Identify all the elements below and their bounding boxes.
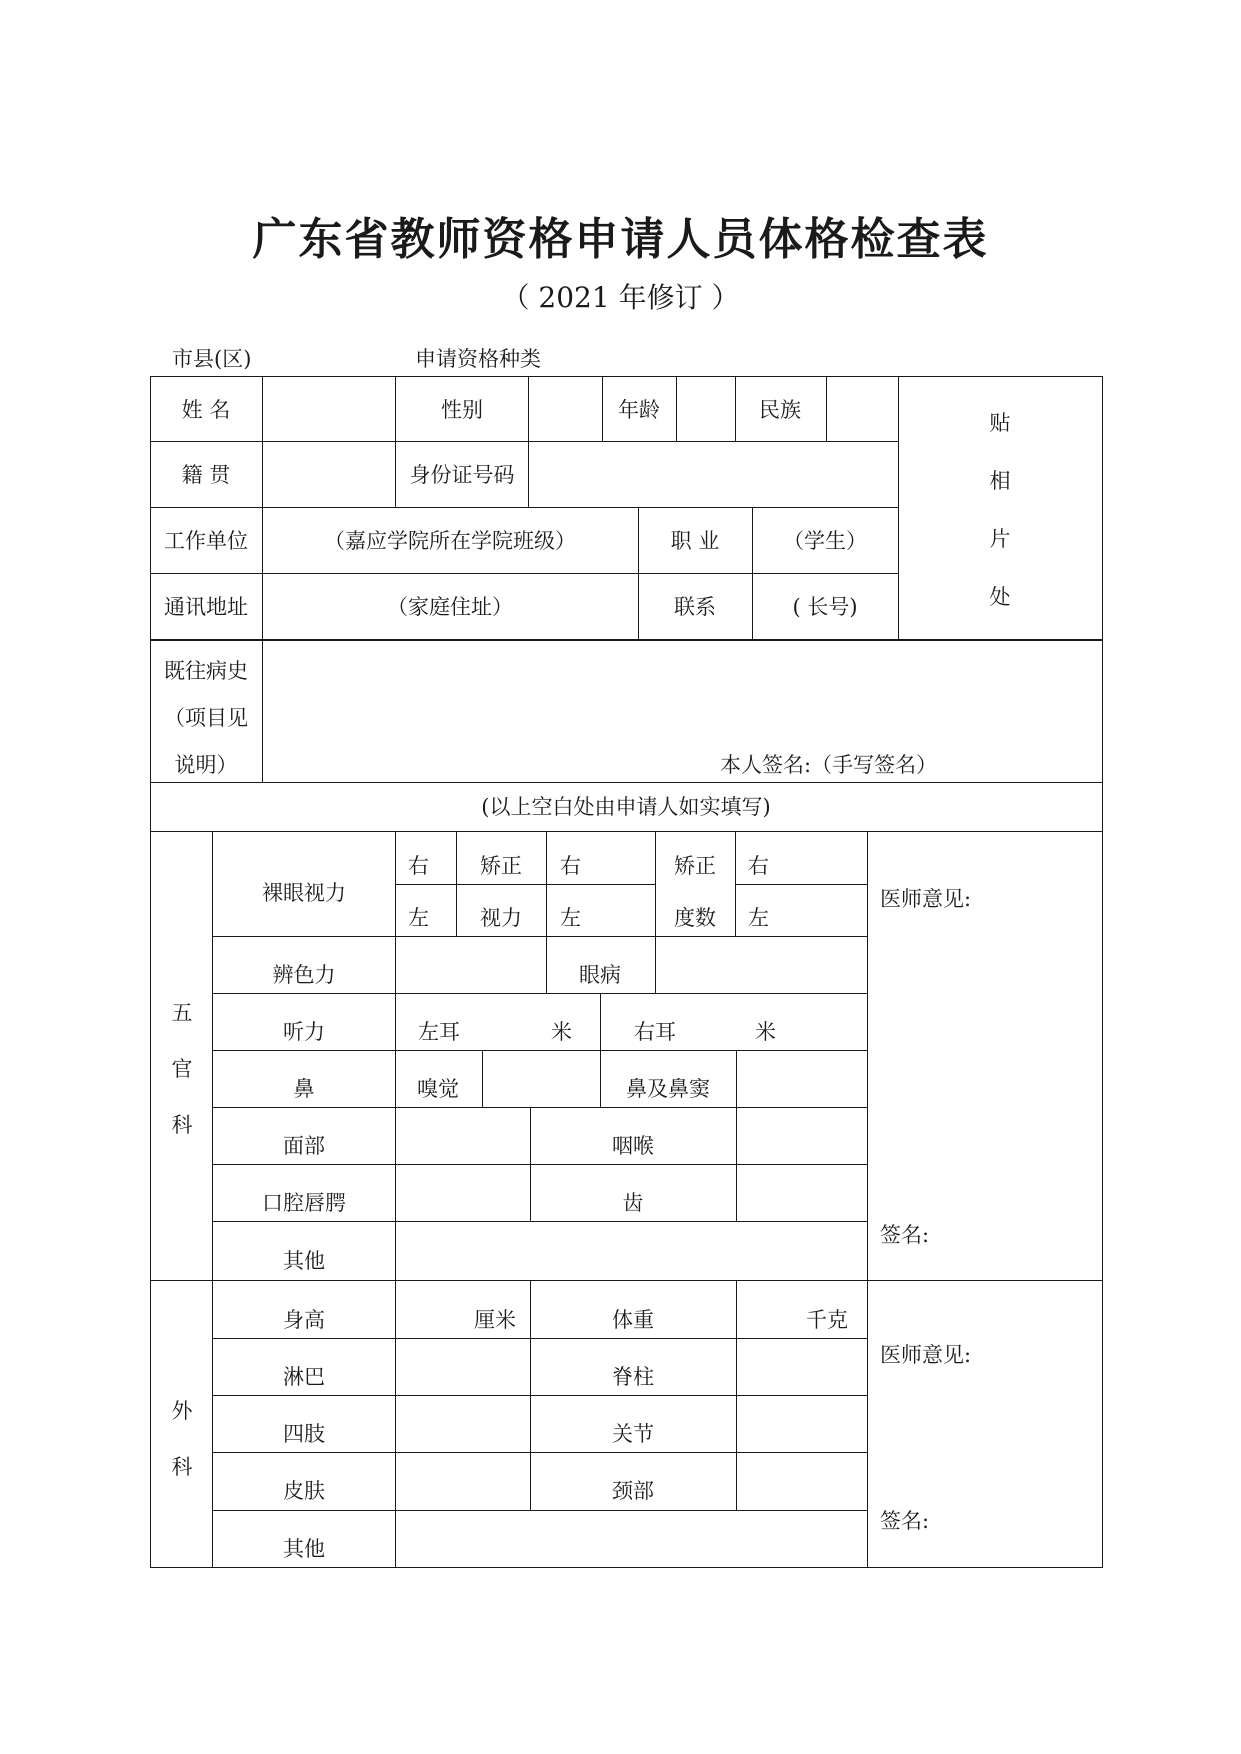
ent-section-label: 官 xyxy=(171,1057,193,1081)
grid-line xyxy=(212,1338,867,1339)
neck-label: 颈部 xyxy=(612,1479,654,1503)
ent-other-label: 其他 xyxy=(283,1249,325,1273)
sinus-field[interactable] xyxy=(738,1052,866,1106)
grid-line xyxy=(212,936,867,937)
name-field[interactable] xyxy=(264,378,394,440)
left-ear-label: 左耳 xyxy=(418,1020,460,1044)
grid-line xyxy=(600,1050,601,1107)
corrected-degree-label: 矫正 xyxy=(674,854,716,878)
age-field[interactable] xyxy=(678,378,734,440)
right-ear-label: 右耳 xyxy=(634,1020,676,1044)
grid-line xyxy=(150,782,1103,783)
spine-field[interactable] xyxy=(738,1340,866,1394)
ent-section-label: 五 xyxy=(171,1001,193,1025)
grid-line xyxy=(212,1221,867,1222)
naked-vision-right-label: 右 xyxy=(408,854,429,878)
grid-line xyxy=(735,376,736,441)
grid-line xyxy=(150,639,1103,641)
naked-vision-left-label: 左 xyxy=(408,906,429,930)
grid-line xyxy=(655,936,656,993)
surgery-section-label: 外 xyxy=(171,1399,193,1423)
photo-char: 贴 xyxy=(989,411,1011,435)
grid-line xyxy=(736,1280,737,1510)
joints-label: 关节 xyxy=(612,1422,654,1446)
grid-line xyxy=(212,1510,867,1511)
photo-char: 相 xyxy=(989,469,1011,493)
medical-history-field[interactable] xyxy=(264,642,1102,781)
skin-field[interactable] xyxy=(397,1454,529,1509)
medical-history-label: 说明） xyxy=(174,753,238,777)
grid-line xyxy=(736,1050,737,1107)
corrected-vision-left-label: 左 xyxy=(560,906,581,930)
grid-line xyxy=(528,376,529,507)
eye-disease-label: 眼病 xyxy=(579,963,621,987)
hearing-label: 听力 xyxy=(283,1020,325,1044)
grid-line xyxy=(736,1107,737,1221)
grid-line xyxy=(530,1107,531,1221)
name-label: 姓 名 xyxy=(181,398,231,422)
teeth-field[interactable] xyxy=(738,1166,866,1220)
left-ear-unit: 米 xyxy=(551,1020,572,1044)
grid-line xyxy=(150,1280,1103,1281)
grid-line xyxy=(212,831,213,1568)
height-label: 身高 xyxy=(283,1308,325,1332)
nose-label: 鼻 xyxy=(293,1077,315,1101)
grid-line xyxy=(867,831,868,1568)
photo-char: 处 xyxy=(989,585,1011,609)
sinus-label: 鼻及鼻窦 xyxy=(626,1077,710,1101)
contact-field[interactable]: ( 长号) xyxy=(792,595,858,619)
throat-label: 咽喉 xyxy=(612,1134,654,1158)
skin-label: 皮肤 xyxy=(283,1479,325,1503)
native-place-field[interactable] xyxy=(264,443,394,506)
grid-line xyxy=(898,376,899,640)
photo-char: 片 xyxy=(989,527,1011,551)
surgery-other-label: 其他 xyxy=(283,1537,325,1561)
grid-line xyxy=(735,884,867,885)
corrected-degree-left-label: 左 xyxy=(748,906,769,930)
grid-line xyxy=(638,507,639,639)
grid-line xyxy=(602,376,603,441)
spine-label: 脊柱 xyxy=(612,1365,654,1389)
medical-history-label: 既往病史 xyxy=(164,659,248,683)
grid-line xyxy=(546,936,547,993)
height-unit: 厘米 xyxy=(474,1308,516,1332)
height-field[interactable] xyxy=(397,1282,477,1337)
grid-line xyxy=(456,831,457,936)
lymph-field[interactable] xyxy=(397,1340,529,1394)
corrected-degree-right-label: 右 xyxy=(748,854,769,878)
grid-line xyxy=(546,831,547,936)
work-unit-field[interactable]: （嘉应学院所在学院班级） xyxy=(324,529,576,553)
form-subtitle: （ 2021 年修订 ） xyxy=(501,281,740,314)
qualification-type-label: 申请资格种类 xyxy=(415,347,541,371)
id-number-field[interactable] xyxy=(530,443,897,506)
grid-line xyxy=(212,1107,867,1108)
grid-line xyxy=(212,1395,867,1396)
ent-doctor-signature-label: 签名: xyxy=(880,1223,930,1247)
neck-field[interactable] xyxy=(738,1454,866,1509)
grid-line xyxy=(600,993,601,1050)
form-title: 广东省教师资格申请人员体格检查表 xyxy=(252,214,989,265)
contact-label: 联系 xyxy=(674,595,716,619)
grid-line xyxy=(212,1452,867,1453)
face-field[interactable] xyxy=(397,1109,529,1163)
ethnicity-label: 民族 xyxy=(759,398,801,422)
color-vision-field[interactable] xyxy=(397,938,545,992)
oral-field[interactable] xyxy=(397,1166,529,1220)
address-field[interactable]: （家庭住址） xyxy=(387,595,513,619)
grid-line xyxy=(655,831,656,936)
grid-line xyxy=(752,507,753,639)
gender-label: 性别 xyxy=(441,398,483,422)
applicant-note: (以上空白处由申请人如实填写) xyxy=(481,795,771,819)
applicant-signature-label: 本人签名:（手写签名） xyxy=(720,753,938,777)
gender-field[interactable] xyxy=(530,378,601,440)
weight-field[interactable] xyxy=(738,1282,804,1337)
weight-unit: 千克 xyxy=(806,1308,848,1332)
age-label: 年龄 xyxy=(618,398,660,422)
id-number-label: 身份证号码 xyxy=(409,463,515,487)
surgery-doctor-signature-label: 签名: xyxy=(880,1509,930,1533)
throat-field[interactable] xyxy=(738,1109,866,1163)
grid-line xyxy=(826,376,827,441)
color-vision-label: 辨色力 xyxy=(272,963,336,987)
ent-section-label: 科 xyxy=(171,1113,193,1137)
corrected-vision-label: 视力 xyxy=(480,906,522,930)
joints-field[interactable] xyxy=(738,1397,866,1451)
grid-line xyxy=(395,884,655,885)
teeth-label: 齿 xyxy=(622,1191,644,1215)
medical-history-label: （项目见 xyxy=(164,706,248,730)
corrected-vision-label: 矫正 xyxy=(480,854,522,878)
grid-line xyxy=(212,1164,867,1165)
grid-line xyxy=(212,993,867,994)
corrected-degree-label: 度数 xyxy=(674,906,716,930)
limbs-field[interactable] xyxy=(397,1397,529,1451)
ent-doctor-opinion-field[interactable] xyxy=(869,920,1102,1210)
face-label: 面部 xyxy=(283,1134,325,1158)
grid-line xyxy=(395,376,396,507)
ent-other-field[interactable] xyxy=(397,1223,866,1279)
right-ear-unit: 米 xyxy=(755,1020,776,1044)
smell-label: 嗅觉 xyxy=(417,1077,459,1101)
address-label: 通讯地址 xyxy=(164,595,248,619)
city-field[interactable] xyxy=(260,340,400,376)
oral-label: 口腔唇腭 xyxy=(262,1191,346,1215)
grid-line xyxy=(395,831,396,1568)
grid-line xyxy=(735,831,736,936)
weight-label: 体重 xyxy=(612,1308,654,1332)
lymph-label: 淋巴 xyxy=(283,1365,325,1389)
grid-line xyxy=(212,1050,867,1051)
city-label: 市县(区) xyxy=(172,347,252,371)
surgery-doctor-opinion-label: 医师意见: xyxy=(880,1343,972,1367)
ethnicity-field[interactable] xyxy=(828,378,897,440)
native-place-label: 籍 贯 xyxy=(181,463,231,487)
grid-line xyxy=(482,1050,483,1107)
occupation-field[interactable]: （学生） xyxy=(783,529,867,553)
eye-disease-field[interactable] xyxy=(657,938,866,992)
qualification-type-field[interactable] xyxy=(545,340,845,376)
smell-field[interactable] xyxy=(484,1052,599,1106)
surgery-section-label: 科 xyxy=(171,1455,193,1479)
occupation-label: 职 业 xyxy=(670,529,720,553)
grid-line xyxy=(262,376,263,782)
naked-vision-label: 裸眼视力 xyxy=(262,881,346,905)
corrected-vision-right-label: 右 xyxy=(560,854,581,878)
grid-line xyxy=(676,376,677,441)
surgery-other-field[interactable] xyxy=(397,1512,866,1567)
ent-doctor-opinion-label: 医师意见: xyxy=(880,887,972,911)
grid-line xyxy=(530,1280,531,1510)
surgery-doctor-opinion-field[interactable] xyxy=(869,1376,1102,1500)
limbs-label: 四肢 xyxy=(283,1422,325,1446)
work-unit-label: 工作单位 xyxy=(164,529,248,553)
grid-line xyxy=(150,831,1103,832)
